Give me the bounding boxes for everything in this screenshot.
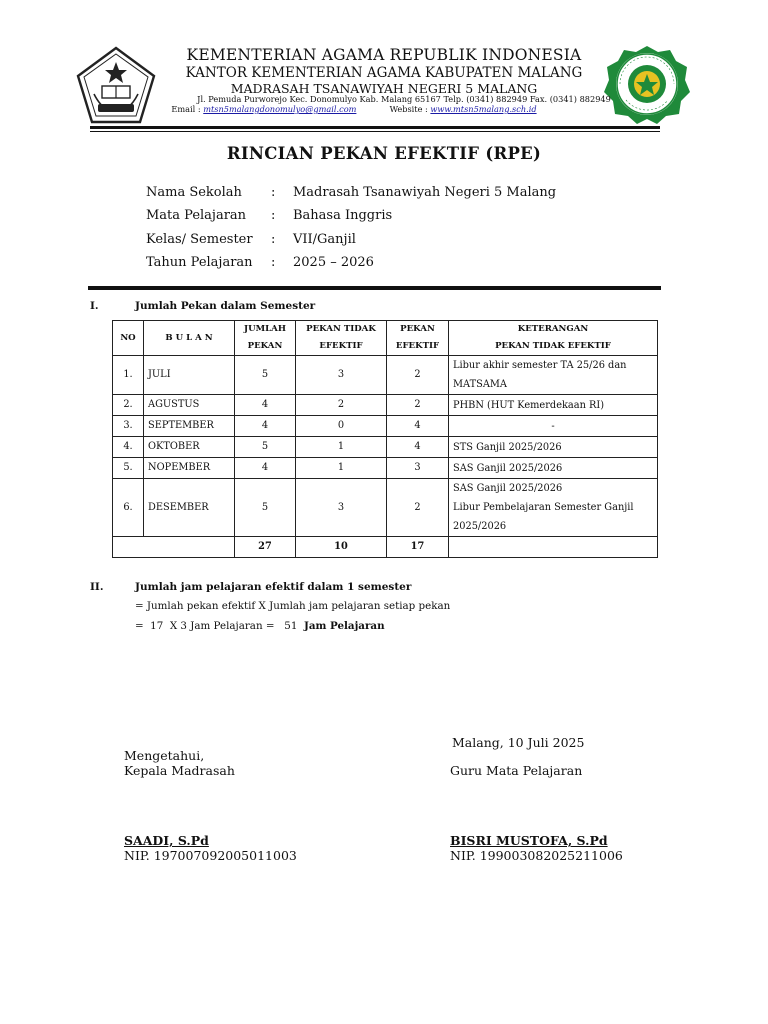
teacher-role: Guru Mata Pelajaran — [450, 763, 583, 778]
website-label: Website : — [389, 104, 431, 114]
headmaster-name: SAADI, S.Pd — [124, 833, 209, 848]
col-header-no: NO — [113, 321, 144, 356]
identity-row-subject: Mata Pelajaran : Bahasa Inggris — [146, 208, 393, 223]
email-link[interactable]: mtsn5malangdonomulyo@gmail.com — [203, 104, 357, 114]
table-cell-pekan-efektif: 4 — [387, 416, 449, 437]
table-cell-keterangan — [449, 458, 658, 479]
table-cell-pekan-tidak-efektif: 3 — [296, 356, 387, 395]
table-cell-bulan: DESEMBER — [144, 479, 235, 537]
identity-row-class: Kelas/ Semester : VII/Ganjil — [146, 232, 356, 247]
table-total-row — [113, 537, 658, 558]
total-pekan-efektif: 17 — [387, 537, 449, 558]
table-row — [113, 416, 658, 437]
table-cell-no: 1. — [113, 356, 144, 395]
total-keterangan-cell — [449, 537, 658, 558]
identity-label: Tahun Pelajaran — [146, 255, 253, 270]
acknowledged-label: Mengetahui, — [124, 748, 205, 763]
keterangan-line: STS Ganjil 2025/2026 — [453, 441, 562, 453]
letterhead-divider — [90, 126, 660, 129]
identity-value: Madrasah Tsanawiyah Negeri 5 Malang — [293, 185, 557, 200]
table-cell-jumlah-pekan: 4 — [235, 395, 296, 416]
letterhead-divider-thin — [90, 131, 660, 132]
table-cell-bulan: NOPEMBER — [144, 458, 235, 479]
table-cell-jumlah-pekan: 4 — [235, 416, 296, 437]
col-header-jumlah-pekan: JUMLAH PEKAN — [235, 321, 296, 356]
school-address: Jl. Pemuda Purworejo Kec. Donomulyo Kab. Malang 65167 Telp. (0341) 882949 Fax. (0341) 882949 — [197, 94, 611, 104]
table-cell-pekan-tidak-efektif: 2 — [296, 395, 387, 416]
identity-label: Mata Pelajaran — [146, 208, 247, 223]
table-cell-jumlah-pekan: 5 — [235, 437, 296, 458]
table-cell-pekan-efektif: 2 — [387, 356, 449, 395]
table-cell-keterangan — [449, 437, 658, 458]
table-row — [113, 458, 658, 479]
section-2-heading: Jumlah jam pelajaran efektif dalam 1 semester — [135, 581, 412, 593]
ministry-name: KEMENTERIAN AGAMA REPUBLIK INDONESIA — [186, 46, 582, 64]
identity-value: VII/Ganjil — [293, 232, 356, 247]
table-cell-pekan-efektif: 4 — [387, 437, 449, 458]
table-cell-no: 2. — [113, 395, 144, 416]
table-cell-jumlah-pekan: 4 — [235, 458, 296, 479]
keterangan-line: Libur Pembelajaran Semester Ganjil — [453, 502, 634, 513]
table-cell-pekan-efektif: 3 — [387, 458, 449, 479]
formula-line: = Jumlah pekan efektif X Jumlah jam pelajaran setiap pekan — [135, 600, 451, 612]
contact-line — [0, 104, 738, 114]
table-cell-jumlah-pekan: 5 — [235, 479, 296, 537]
table-cell-keterangan — [449, 356, 658, 395]
section-2-number: II. — [90, 581, 104, 593]
table-cell-no: 3. — [113, 416, 144, 437]
table-cell-pekan-efektif: 2 — [387, 479, 449, 537]
table-cell-pekan-tidak-efektif: 3 — [296, 479, 387, 537]
table-header-row — [113, 321, 658, 356]
table-cell-keterangan — [449, 416, 658, 437]
section-1-number: I. — [90, 300, 99, 312]
effective-weeks-table — [112, 320, 658, 558]
table-cell-no: 6. — [113, 479, 144, 537]
place-date: Malang, 10 Juli 2025 — [452, 735, 585, 750]
table-row — [113, 395, 658, 416]
col-header-pekan-tidak-efektif: PEKAN TIDAK EFEKTIF — [296, 321, 387, 356]
table-cell-no: 4. — [113, 437, 144, 458]
identity-divider — [88, 286, 661, 290]
total-pekan-tidak-efektif: 10 — [296, 537, 387, 558]
table-cell-bulan: OKTOBER — [144, 437, 235, 458]
office-name: KANTOR KEMENTERIAN AGAMA KABUPATEN MALANG — [185, 65, 583, 81]
section-1-heading: Jumlah Pekan dalam Semester — [135, 300, 316, 312]
keterangan-line: - — [551, 420, 555, 432]
keterangan-line: PHBN (HUT Kemerdekaan RI) — [453, 399, 605, 411]
table-cell-bulan: SEPTEMBER — [144, 416, 235, 437]
table-cell-jumlah-pekan: 5 — [235, 356, 296, 395]
identity-value: 2025 – 2026 — [293, 255, 374, 270]
teacher-nip: NIP. 199003082025211006 — [450, 848, 623, 863]
page-title: RINCIAN PEKAN EFEKTIF (RPE) — [226, 144, 542, 163]
headmaster-nip: NIP. 197007092005011003 — [124, 848, 297, 863]
email-label: Email : — [171, 104, 204, 114]
table-cell-no: 5. — [113, 458, 144, 479]
table-cell-pekan-tidak-efektif: 1 — [296, 458, 387, 479]
keterangan-line: 2025/2026 — [453, 521, 507, 532]
table-cell-pekan-efektif: 2 — [387, 395, 449, 416]
identity-row-year: Tahun Pelajaran : 2025 – 2026 — [146, 255, 374, 270]
table-cell-keterangan — [449, 395, 658, 416]
keterangan-line: MATSAMA — [453, 379, 507, 390]
headmaster-role: Kepala Madrasah — [124, 763, 235, 778]
keterangan-line: Libur akhir semester TA 25/26 dan — [453, 360, 627, 371]
identity-row-school: Nama Sekolah : Madrasah Tsanawiyah Negeri 5 Malang — [146, 185, 557, 200]
table-row — [113, 437, 658, 458]
keterangan-line: SAS Ganjil 2025/2026 — [453, 462, 563, 474]
total-label-cell — [113, 537, 235, 558]
table-cell-keterangan — [449, 479, 658, 537]
table-cell-bulan: AGUSTUS — [144, 395, 235, 416]
website-link[interactable]: www.mtsn5malang.sch.id — [430, 104, 537, 114]
table-cell-bulan: JULI — [144, 356, 235, 395]
keterangan-line: SAS Ganjil 2025/2026 — [453, 483, 563, 494]
calculation-unit: Jam Pelajaran — [303, 620, 385, 632]
school-name: MADRASAH TSANAWIYAH NEGERI 5 MALANG — [230, 81, 538, 96]
table-cell-pekan-tidak-efektif: 1 — [296, 437, 387, 458]
total-jumlah-pekan: 27 — [235, 537, 296, 558]
table-cell-pekan-tidak-efektif: 0 — [296, 416, 387, 437]
table-row — [113, 356, 658, 395]
calculation-line — [135, 620, 385, 632]
col-header-bulan: B U L A N — [144, 321, 235, 356]
calculation-value: = 17 X 3 Jam Pelajaran = 51 — [135, 620, 304, 632]
identity-label: Kelas/ Semester — [146, 232, 253, 247]
table-row — [113, 479, 658, 537]
identity-value: Bahasa Inggris — [293, 208, 393, 223]
teacher-name: BISRI MUSTOFA, S.Pd — [450, 833, 608, 848]
col-header-keterangan: KETERANGAN PEKAN TIDAK EFEKTIF — [449, 321, 658, 356]
identity-label: Nama Sekolah — [146, 185, 242, 200]
col-header-pekan-efektif: PEKAN EFEKTIF — [387, 321, 449, 356]
